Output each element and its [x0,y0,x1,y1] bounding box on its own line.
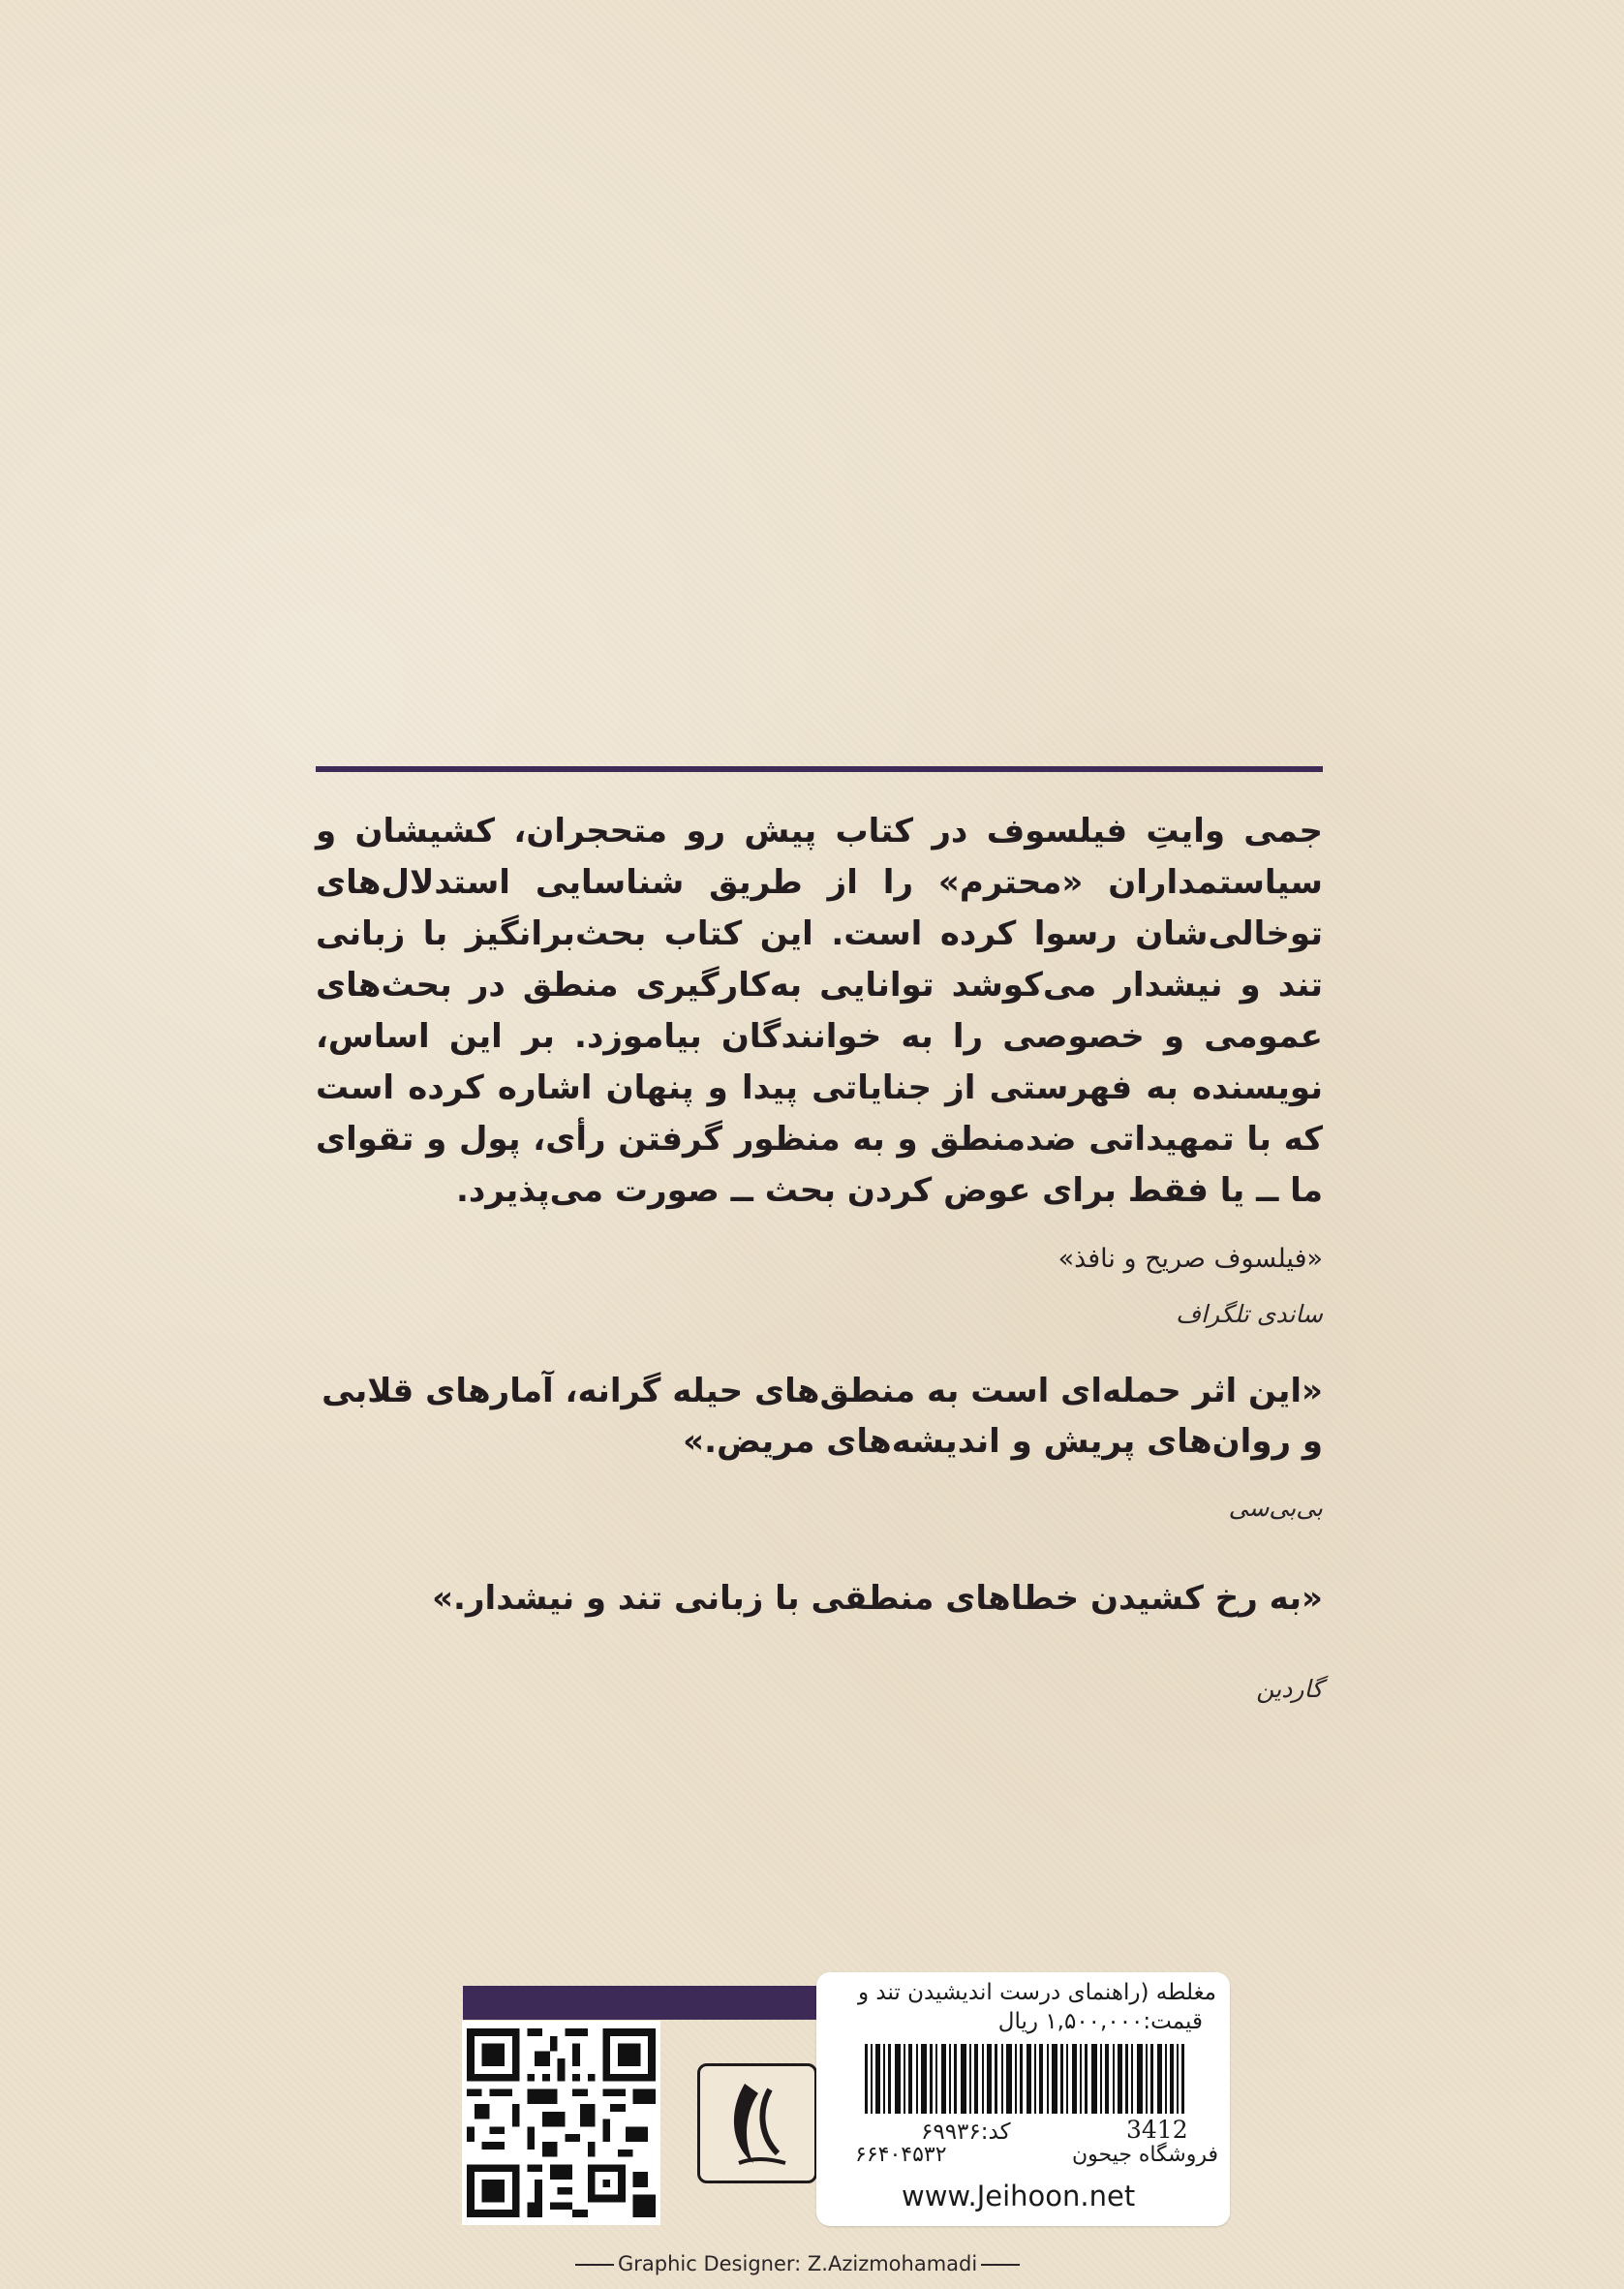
sticker-url: www.Jeihoon.net [902,2180,1136,2212]
review-source-1: ساندی تلگراف [1176,1300,1323,1328]
publisher-logo-icon [697,2063,817,2183]
book-description: جمی وایتِ فیلسوف در کتاب پیش رو متحجران، کشیشان و سیاستمداران «محترم» را از طریق شناسایی استدلال‌های توخالی‌شان رسوا کرده است. این کتاب بحث‌برانگیز با زبانی تند و نیشدار می‌کوشد توانایی به‌کارگیری منطق در بحث‌های عمومی و خصوصی را به خوانندگان بیاموزد. بر این اساس، نویسنده به فهرستی از جنایاتی پیدا و پنهان اشاره کرده است که با تمهیداتی ضدمنطق و به منظور گرفتن رأی، پول و تقوای ما ــ یا فقط برای عوض کردن بحث ــ صورت می‌پذیرد. [316,812,1323,1210]
sticker-price: قیمت:۱,۵۰۰,۰۰۰ ریال [997,2009,1203,2034]
designer-credit: Graphic Designer: Z.Azizmohamadi [571,2252,1024,2275]
review-quote-1: «فیلسوف صریح و نافذ» [1057,1244,1323,1274]
price-sticker [816,1972,1230,2226]
sticker-shop: فروشگاه جیحون [1071,2143,1218,2167]
review-quote-2: «این اثر حمله‌ای است به منطق‌های حیله گرانه، آمارهای قلابی و روان‌های پریش و اندیشه‌های مریض.» [322,1372,1323,1461]
review-source-2: بی‌بی‌سی [1228,1494,1323,1522]
sticker-code: کد:۶۹۹۳۶ [921,2119,1011,2145]
qr-code-icon [462,2021,660,2225]
barcode-icon [865,2044,1184,2114]
sticker-phone: ۶۶۴۰۴۵۳۲ [855,2143,947,2167]
sticker-number: 3412 [1126,2116,1188,2144]
sticker-title: مغلطه (راهنمای درست اندیشیدن تند و [857,1980,1216,2005]
review-source-3: گاردین [1256,1675,1323,1703]
top-divider [316,766,1323,772]
review-quote-3: «به رخ کشیدن خطاهای منطقی با زبانی تند و نیشدار.» [432,1579,1323,1618]
